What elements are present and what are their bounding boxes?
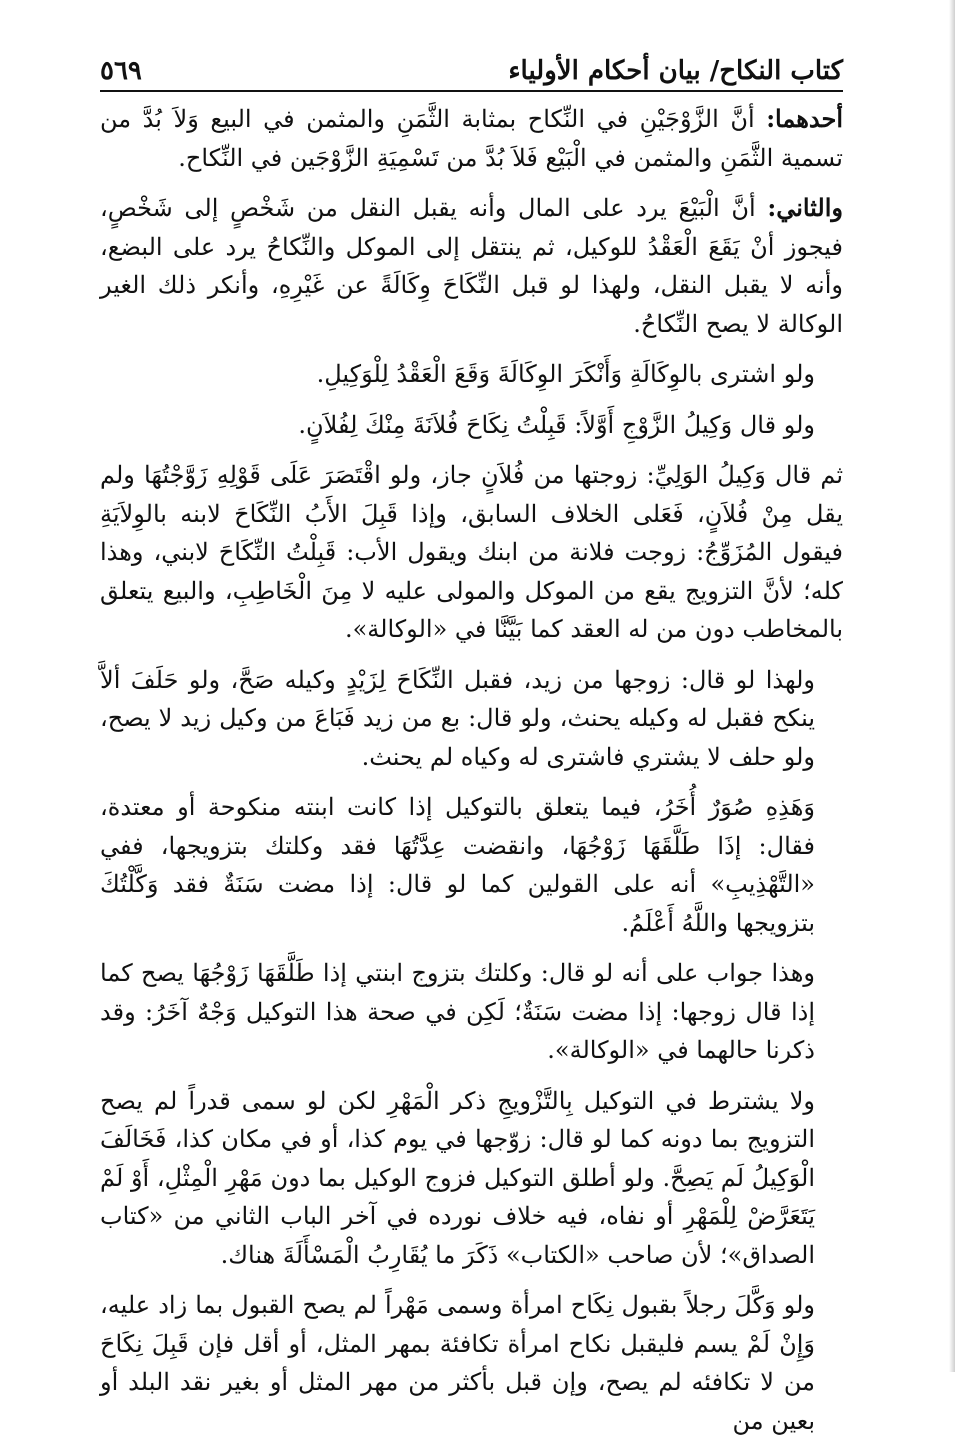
running-title: كتاب النكاح/ بيان أحكام الأولياء <box>508 56 843 86</box>
paragraph-text: ثم قال وَكِيلُ الوَلِيِّ: زوجتها من فُلاَنٍ جاز، ولو اقْتَصَرَ عَلَى قَوْلِهِ زَوَّجْتُهَا ولم يقل مِنْ فُلاَنٍ، فَعَلى الخلاف السابق، وإذا قَبِلَ الأَبُ النِّكَاحَ لابنه بالوِلاَيَةِ فيقول المُزَوِّجُ: زوجت فلانة من ابنك ويقول الأب: قَبِلْتُ النِّكَاحَ لابني، وهذا كله؛ لأنَّ التزويج يقع من الموكل والمولى عليه لا مِنَ الْخَاطِبِ، والبيع يتعلق بالمخاطب دون من له العقد كما بَيَّنَّا في «الوكالة». <box>100 461 843 643</box>
paragraph-text: ولو وَكَّلَ رجلاً بقبول نِكَاح امرأة وسمى مَهْراً لم يصح القبول بما زاد عليه، وَإِنْ لَمْ يسم فليقبل نكاح امرأة تكافئة بمهر المثل، أو أقل فإن قَبِلَ نِكَاحَ من لا تكافئه لم يصح، وإن قبل بأكثر من مهر المثل أو بغير نقد البلد أو بعين من <box>100 1291 815 1435</box>
paragraph-lead: والثاني: <box>767 193 843 222</box>
paragraph-text: ولهذا لو قال: زوجها من زيد، فقبل النِّكَاحَ لِزَيْدٍ وكيله صَحَّ، ولو حَلَفَ ألاَّ ينكح فقبل له وكيله يحنث، ولو قال: بع من زيد فَبَاعَ من وكيل زيد لا يصح، ولو حلف لا يشتري فاشترى له وكياه لم يحنث. <box>100 665 815 771</box>
page-number: ٥٦٩ <box>100 56 142 86</box>
paragraph-lead: أحدهما: <box>766 104 843 133</box>
paragraph <box>100 1286 843 1440</box>
paragraph-text: وَهَذِهِ صُوَرٌ أُخَرُ، فيما يتعلق بالتوكيل إذا كانت ابنته منكوحة أو معتدة، فقال: إذَا طَلَّقَهَا زَوْجُهَا، وانقضت عِدَّتُهَا فقد وكلتك بتزويجها، ففي «التَّهْذِيبِ» أنه على القولين كما لو قال: إذا مضت سَنَةٌ فقد وَكَّلْتُكَ بتزويجها واللَّهُ أَعْلَمُ. <box>100 793 815 937</box>
paragraph <box>100 406 843 445</box>
paragraph-text: ولو قال وَكِيلُ الزَّوْجِ أَوَّلاً: قَبِلْتُ نِكَاحَ فُلاَنَةَ مِنْكَ لِفُلاَنٍ. <box>298 410 815 439</box>
paragraph <box>100 1082 843 1275</box>
paragraph <box>100 954 843 1070</box>
scan-edge-shadow <box>949 0 955 1372</box>
paragraph-text: أنَّ الْبَيْعَ يرد على المال وأنه يقبل النقل من شَخْصٍ إلى شَخْصٍ، فيجوز أنْ يَقَعَ الْعَقْدُ للوكيل، ثم ينتقل إلى الموكل والنِّكاحُ يرد على البضع، وأنه لا يقبل النقل، ولهذا لو قبل النِّكَاحَ وِكَالَةً عن غَيْرِهِ، وأنكر ذلك الغير الوكالة لا يصح النِّكاحُ. <box>100 194 843 338</box>
paragraph-text: ولو اشترى بالوِكَالَةِ وَأَنْكَرَ الوِكَالَةَ وَقَعَ الْعَقْدُ لِلْوَكِيلِ. <box>316 360 815 388</box>
paragraph-text: ولا يشترط في التوكيل بِالتَّزْويجِ ذكر الْمَهْرِ لكن لو سمى قدراً لم يصح التزويج بما دونه كما لو قال: زوّجها في يوم كذا، أو في مكان كذا، فَخَالَفَ الْوَكِيلُ لَم يَصِحَّ. ولو أطلق التوكيل فزوج الوكيل بما دون مَهْرِ الْمِثْلِ، أَوْ لَمْ يَتَعَرَّضْ لِلْمَهْرِ أو نفاه، فيه خلاف نورده في آخر الباب الثاني من «كتاب الصداق»؛ لأن صاحب «الكتاب» ذَكَرَ ما يُقَارِبُ الْمَسْأَلَةَ هناك. <box>100 1086 815 1269</box>
paragraph <box>100 100 843 177</box>
page-header <box>100 36 843 86</box>
page-body <box>100 100 843 1440</box>
paragraph <box>100 788 843 942</box>
paragraph <box>100 661 843 777</box>
paragraph <box>100 456 843 649</box>
paragraph-text: وهذا جواب على أنه لو قال: وكلتك بتزوج ابنتي إذا طَلَّقَهَا زَوْجُهَا يصح كما إذا قال زوجها: إذا مضت سَنَةٌ؛ لَكِن في صحة هذا التوكيل وَجْهٌ آخَرُ: وقد ذكرنا حالهما في «الوكالة». <box>100 959 815 1064</box>
header-rule <box>100 90 843 92</box>
paragraph-text: أنَّ الزَّوْجَيْنِ في النِّكاح بمثابة الثَّمَنِ والمثمن في البيع وَلاَ بُدَّ من تسمية الثَّمَنِ والمثمن في الْبَيْع فَلاَ بُدَّ من تَسْمِيَةِ الزَّوْجَين في النِّكاح. <box>100 105 843 172</box>
paragraph <box>100 355 843 394</box>
paragraph <box>100 189 843 343</box>
